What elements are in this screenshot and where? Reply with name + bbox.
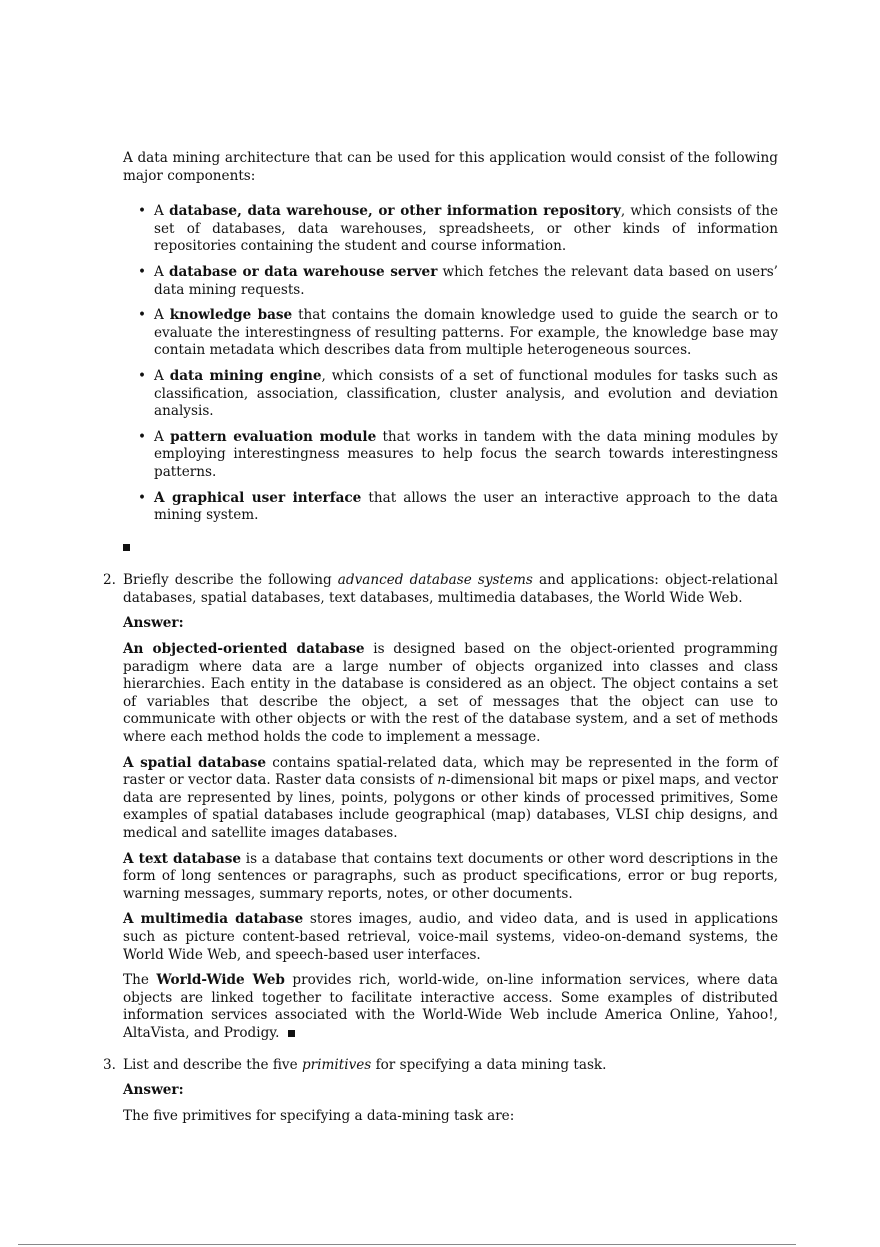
- question-number: 3.: [103, 1056, 116, 1073]
- bullet-icon: •: [138, 428, 147, 445]
- qed-square-icon: [123, 544, 130, 551]
- list-item: • A data mining engine, which consists of a set of functional modules for tasks such as classification, association, classification, cluster analysis, and evolution and deviation analysis.: [138, 367, 779, 420]
- question-text: Briefly describe the following advanced database systems and applications: object-relational databases, spatial databases, text databases, multimedia databases, the World Wide Web.: [123, 572, 778, 606]
- bullet-icon: •: [138, 489, 147, 506]
- question-3: [103, 1056, 778, 1126]
- question-2: [103, 572, 779, 1042]
- answer-paragraph: An objected-oriented database is designed based on the object-oriented programming paradigm where data are a large number of objects organized into classes and class hierarchies. Each entity in the database is considered as an object. The object contains a set of variables that describe the object, a set of messages that the object can use to communicate with other objects or with the rest of the database system, and a set of methods where each method holds the code to implement a message.: [123, 641, 778, 746]
- list-item: • A knowledge base that contains the domain knowledge used to guide the search or to evaluate the interestingness of resulting patterns. For example, the knowledge base may contain metadata which describes data from multiple heterogeneous sources.: [138, 307, 779, 359]
- bullet-icon: •: [138, 307, 147, 324]
- intro-paragraph: A data mining architecture that can be used for this application would consist of the following major components:: [123, 150, 778, 184]
- qed-square-icon: [288, 1030, 295, 1037]
- answer-label: Answer:: [123, 1082, 184, 1099]
- list-item: • A pattern evaluation module that works in tandem with the data mining modules by employing interestingness measures to help focus the search towards interestingness patterns.: [138, 428, 778, 480]
- question-number: 2.: [103, 572, 116, 589]
- answer-paragraph: The five primitives for specifying a data-mining task are:: [123, 1107, 515, 1124]
- footer-rule: [18, 1244, 796, 1245]
- answer-paragraph: The World-Wide Web provides rich, world-wide, on-line information services, where data objects are linked together to facilitate interactive access. Some examples of distributed information services associated with the World-Wide Web include America Online, Yahoo!, AltaVista, and Prodigy.: [123, 972, 778, 1041]
- bullet-icon: •: [138, 263, 147, 280]
- bullet-icon: •: [138, 367, 147, 384]
- list-item: • A database, data warehouse, or other information repository, which consists of the set of databases, data warehouses, spreadsheets, or other kinds of information repositories containing the student and course information.: [138, 203, 779, 255]
- answer-paragraph: A multimedia database stores images, audio, and video data, and is used in applications such as picture content-based retrieval, voice-mail systems, video-on-demand systems, the World Wide Web, and speech-based user interfaces.: [123, 911, 778, 963]
- answer-paragraph: A text database is a database that contains text documents or other word descriptions in the form of long sentences or paragraphs, such as product specifications, error or bug reports, warning messages, summary reports, notes, or other documents.: [123, 850, 778, 902]
- components-list: [123, 203, 778, 525]
- qed-mark-1: [123, 539, 778, 557]
- page-content: [103, 150, 779, 1139]
- bullet-icon: •: [138, 203, 147, 220]
- list-item: • A graphical user interface that allows the user an interactive approach to the data mining system.: [138, 489, 778, 524]
- list-item: • A database or data warehouse server which fetches the relevant data based on users’ data mining requests.: [138, 263, 779, 298]
- question-text: List and describe the five primitives for specifying a data mining task.: [123, 1056, 607, 1073]
- answer-label: Answer:: [123, 615, 184, 632]
- answer-paragraph: A spatial database contains spatial-related data, which may be represented in the form of raster or vector data. Raster data consists of n-dimensional bit maps or pixel maps, and vector data are represented by lines, points, polygons or other kinds of processed primitives, Some examples of spatial databases include geographical (map) databases, VLSI chip designs, and medical and satellite images databases.: [123, 754, 779, 841]
